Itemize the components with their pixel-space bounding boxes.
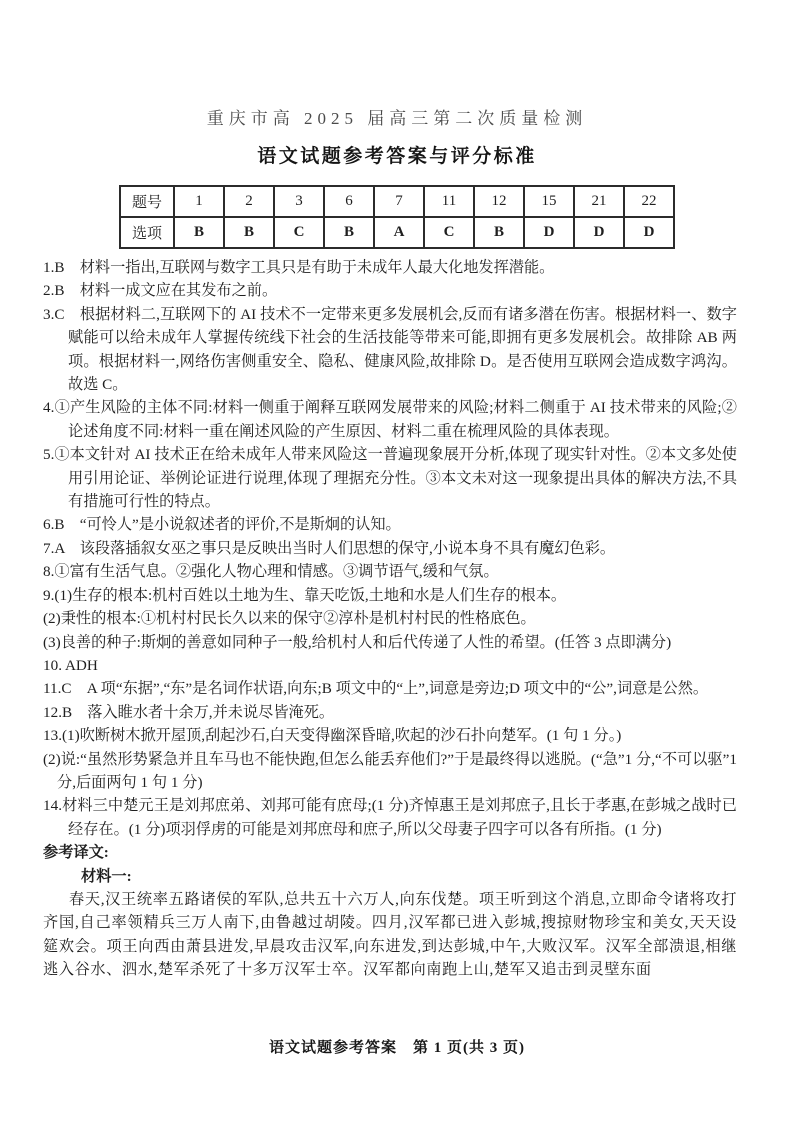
question-number-cell: 3 [274,186,324,217]
answer-item-12: 12.B 落入睢水者十余万,并未说尽皆淹死。 [43,703,335,721]
answers-body [43,256,737,982]
material-one-heading: 材料一: [81,867,132,885]
answer-item-9-part-1: 9.(1)生存的根本:机村百姓以土地为生、靠天吃饭,土地和水是人们生存的根本。 [43,586,567,604]
answer-cell: A [374,217,424,248]
row-header-choice: 选项 [120,217,174,248]
choice-row [120,217,674,248]
answer-item-13-part-1: 13.(1)吹断树木掀开屋顶,刮起沙石,白天变得幽深昏暗,吹起的沙石扑向楚军。(1 句 1 分。) [43,727,622,745]
answer-item-6: 6.B “可怜人”是小说叙述者的评价,不是斯炯的认知。 [43,516,401,534]
answer-cell: B [324,217,374,248]
question-number-cell: 22 [624,186,674,217]
answer-item-9-part-3: (3)良善的种子:斯炯的善意如同种子一般,给机村人和后代传递了人性的希望。(任答 3 点即满分) [43,633,672,651]
answer-cell: C [424,217,474,248]
answer-item-8: 8.①富有生活气息。②强化人物心理和情感。③调节语气,缓和气氛。 [43,563,499,581]
answer-item-4: 4.①产生风险的主体不同:材料一侧重于阐释互联网发展带来的风险;材料二侧重于 AI 技术带来的风险;②论述角度不同:材料一重在阐述风险的产生原因、材料二重在梳理风险的具体表现。 [43,399,737,440]
question-number-cell: 2 [224,186,274,217]
row-header-question-number: 题号 [120,186,174,217]
question-number-cell: 1 [174,186,224,217]
answer-item-5: 5.①本文针对 AI 技术正在给未成年人带来风险这一普遍现象展开分析,体现了现实针对性。②本文多处使用引用论证、举例论证进行说理,体现了理据充分性。③本文未对这一现象提出具体的解决方法,不具有措施可行性的特点。 [43,446,737,511]
answer-item-9-part-2: (2)秉性的根本:①机村村民长久以来的保守②淳朴是机村村民的性格底色。 [43,610,536,628]
paper-subtitle: 语文试题参考答案与评分标准 [257,146,537,167]
question-number-cell: 7 [374,186,424,217]
question-number-cell: 11 [424,186,474,217]
answer-cell: D [524,217,574,248]
answer-cell: D [624,217,674,248]
answer-item-10: 10. ADH [43,656,98,674]
translation-paragraph: 春天,汉王统率五路诸侯的军队,总共五十六万人,向东伐楚。项王听到这个消息,立即命令诸将攻打齐国,自己率领精兵三万人南下,由鲁越过胡陵。四月,汉军都已进入彭城,搜掠财物珍宝和美女,天天设筵欢会。项王向西由萧县进发,早晨攻击汉军,向东进发,到达彭城,中午,大败汉军。汉军全部溃退,相继逃入谷水、泗水,楚军杀死了十多万汉军士卒。汉军都向南跑上山,楚军又追击到灵壁东面 [43,890,737,979]
exam-title: 重庆市高 2025 届高三第二次质量检测 [206,109,588,128]
question-number-cell: 21 [574,186,624,217]
answer-key-table [119,185,675,249]
question-number-cell: 6 [324,186,374,217]
reference-translation-heading: 参考译文: [43,844,109,862]
question-number-row [120,186,674,217]
answer-cell: B [474,217,524,248]
answer-cell: B [174,217,224,248]
question-number-cell: 15 [524,186,574,217]
answer-item-1: 1.B 材料一指出,互联网与数字工具只是有助于未成年人最大化地发挥潜能。 [43,259,555,276]
answer-item-2: 2.B 材料一成文应在其发布之前。 [43,282,278,300]
answer-cell: B [224,217,274,248]
answer-cell: C [274,217,324,248]
answer-item-14: 14.材料三中楚元王是刘邦庶弟、刘邦可能有庶母;(1 分)齐悼惠王是刘邦庶子,且长于孝惠,在彭城之战时已经存在。(1 分)项羽俘虏的可能是刘邦庶母和庶子,所以父母妻子四字可以各有所指。(1 分) [43,797,737,838]
answer-item-3: 3.C 根据材料二,互联网下的 AI 技术不一定带来更多发展机会,反而有诸多潜在伤害。根据材料一、数字赋能可以给未成年人掌握传统线下社会的生活技能等带来可能,即拥有更多发展机会。故排除 AB 两项。根据材料一,网络伤害侧重安全、隐私、健康风险,故排除 D。是否使用互联网会造成数字鸿沟。故选 C。 [43,305,737,394]
question-number-cell: 12 [474,186,524,217]
answer-item-7: 7.A 该段落插叙女巫之事只是反映出当时人们思想的保守,小说本身不具有魔幻色彩。 [43,539,616,557]
answer-cell: D [574,217,624,248]
answer-item-13-part-2: (2)说:“虽然形势紧急并且车马也不能快跑,但怎么能丢弃他们?”于是最终得以逃脱。(“急”1 分,“不可以驱”1 分,后面两句 1 句 1 分) [43,750,737,791]
page-footer: 语文试题参考答案 第 1 页(共 3 页) [269,1040,525,1056]
answer-item-11: 11.C A 项“东据”,“东”是名词作状语,向东;B 项文中的“上”,词意是旁边;D 项文中的“公”,词意是公然。 [43,680,709,698]
